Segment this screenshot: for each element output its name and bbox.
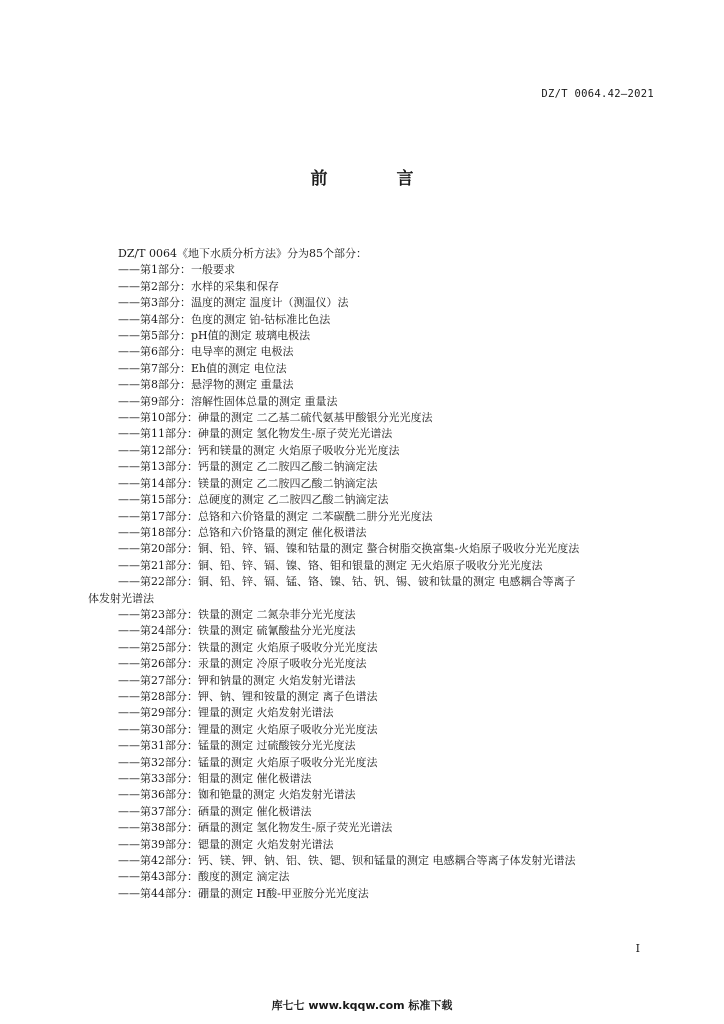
list-item: ——第38部分：硒量的测定 氢化物发生-原子荧光光谱法 — [118, 821, 393, 835]
list-item: ——第10部分：砷量的测定 二乙基二硫代氨基甲酸银分光光度法 — [118, 411, 433, 425]
list-item: ——第37部分：硒量的测定 催化极谱法 — [118, 804, 312, 818]
footer-watermark: 库七七 www.kqqw.com 标准下载 — [271, 999, 453, 1012]
page-number: I — [635, 942, 640, 955]
list-item: ——第31部分：锰量的测定 过硫酸铵分光光度法 — [118, 739, 356, 753]
list-item: ——第11部分：砷量的测定 氢化物发生-原子荧光光谱法 — [118, 427, 393, 441]
list-item: ——第6部分：电导率的测定 电极法 — [118, 345, 294, 359]
list-item: ——第18部分：总铬和六价铬量的测定 催化极谱法 — [118, 525, 367, 539]
list-item: ——第42部分：钙、镁、钾、钠、铝、铁、锶、钡和锰量的测定 电感耦合等离子体发射光谱法 — [118, 854, 576, 868]
list-item: ——第8部分：悬浮物的测定 重量法 — [118, 378, 294, 392]
list-item: ——第13部分：钙量的测定 乙二胺四乙酸二钠滴定法 — [118, 460, 378, 474]
list-item: ——第24部分：铁量的测定 硫氰酸盐分光光度法 — [118, 624, 356, 638]
list-item: ——第5部分：pH值的测定 玻璃电极法 — [118, 329, 311, 343]
list-item: ——第9部分：溶解性固体总量的测定 重量法 — [118, 394, 338, 408]
list-item: ——第25部分：铁量的测定 火焰原子吸收分光光度法 — [118, 640, 378, 654]
list-item: ——第7部分：Eh值的测定 电位法 — [118, 361, 287, 375]
list-item-part-22 — [88, 574, 658, 607]
list-item: ——第43部分：酸度的测定 滴定法 — [118, 870, 290, 884]
list-item: ——第26部分：汞量的测定 冷原子吸收分光光度法 — [118, 657, 367, 671]
list-item: ——第2部分：水样的采集和保存 — [118, 279, 279, 293]
document-body — [88, 246, 658, 902]
list-item: ——第3部分：温度的测定 温度计（测温仪）法 — [118, 296, 349, 310]
list-item: ——第20部分：铜、铅、锌、镉、镍和钴量的测定 螯合树脂交换富集-火焰原子吸收分光光度法 — [118, 542, 580, 556]
list-item: ——第28部分：钾、钠、锂和铵量的测定 离子色谱法 — [118, 689, 378, 703]
list-item-line: ——第22部分：铜、铅、锌、镉、锰、铬、镍、钴、钒、锡、铍和钛量的测定 电感耦合等离子 — [118, 575, 576, 589]
list-item: ——第36部分：铷和铯量的测定 火焰发射光谱法 — [118, 788, 356, 802]
page-title: 前 言 — [310, 169, 440, 189]
list-item: ——第27部分：钾和钠量的测定 火焰发射光谱法 — [118, 673, 356, 687]
document-code: DZ/T 0064.42—2021 — [541, 88, 654, 100]
list-item: ——第17部分：总铬和六价铬量的测定 二苯碳酰二肼分光光度法 — [118, 509, 433, 523]
list-item: ——第23部分：铁量的测定 二氮杂菲分光光度法 — [118, 607, 356, 621]
list-item: ——第39部分：锶量的测定 火焰发射光谱法 — [118, 837, 334, 851]
list-item: ——第15部分：总硬度的测定 乙二胺四乙酸二钠滴定法 — [118, 493, 389, 507]
list-item: ——第12部分：钙和镁量的测定 火焰原子吸收分光光度法 — [118, 443, 400, 457]
list-item: ——第1部分：一般要求 — [118, 263, 235, 277]
list-item: ——第21部分：铜、铅、锌、镉、镍、铬、钼和银量的测定 无火焰原子吸收分光光度法 — [118, 558, 543, 572]
list-item: ——第30部分：锂量的测定 火焰原子吸收分光光度法 — [118, 722, 378, 736]
list-item: ——第4部分：色度的测定 铂-钴标准比色法 — [118, 312, 331, 326]
intro-paragraph: DZ/T 0064《地下水质分析方法》分为85个部分： — [118, 247, 367, 260]
list-item: ——第14部分：镁量的测定 乙二胺四乙酸二钠滴定法 — [118, 476, 378, 490]
list-item: ——第32部分：锰量的测定 火焰原子吸收分光光度法 — [118, 755, 378, 769]
list-item: ——第44部分：硼量的测定 H酸-甲亚胺分光光度法 — [118, 886, 369, 900]
list-item: ——第29部分：锂量的测定 火焰发射光谱法 — [118, 706, 334, 720]
list-item-continuation: 体发射光谱法 — [88, 591, 154, 605]
list-item: ——第33部分：钼量的测定 催化极谱法 — [118, 772, 312, 785]
